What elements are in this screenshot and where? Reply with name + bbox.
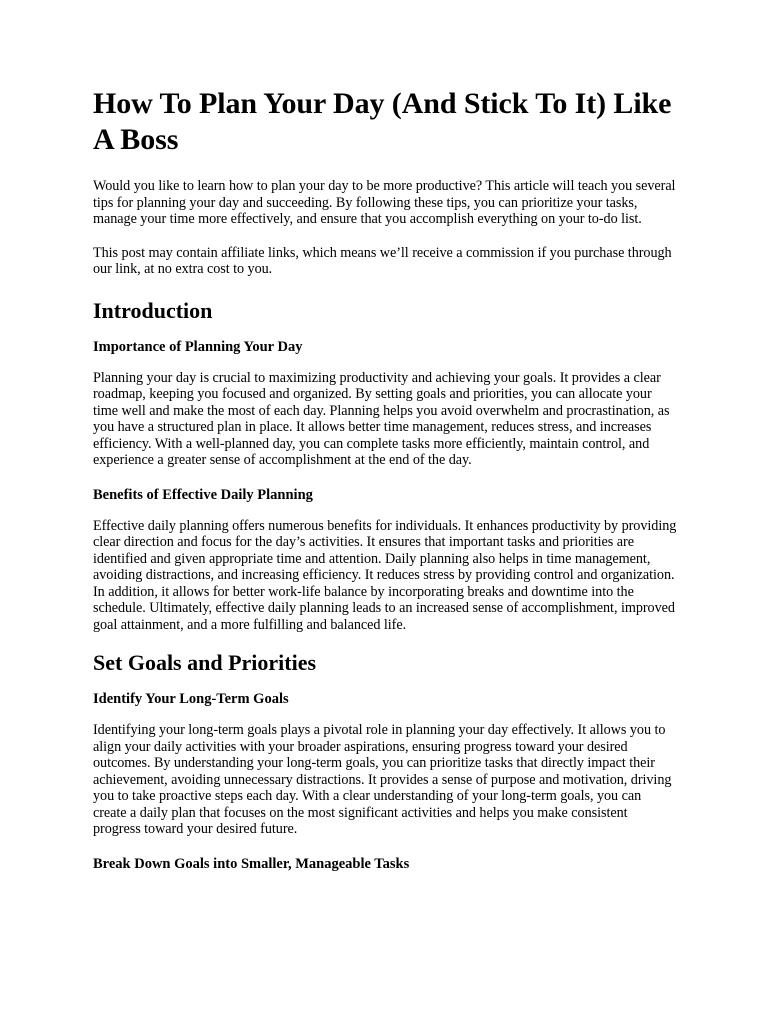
article-title: How To Plan Your Day (And Stick To It) Like A Boss <box>93 87 672 156</box>
subsection-heading: Break Down Goals into Smaller, Manageable Tasks <box>93 855 410 872</box>
section-introduction <box>93 298 678 634</box>
intro-paragraph: Would you like to learn how to plan your day to be more productive? This article will teach you several tips for planning your day and succeeding. By following these tips, you can prioritize your tasks, manage your time more effectively, and ensure that you accomplish everything on your to-do list. <box>93 178 676 227</box>
article <box>93 86 678 887</box>
subsection-body: Identifying your long-term goals plays a pivotal role in planning your day effectively. It allows you to align your daily activities with your broader aspirations, ensuring progress toward your desired outcomes. By understanding your long-term goals, you can prioritize tasks that directly impact their achievement, avoiding unnecessary distractions. It provides a sense of purpose and motivation, driving you to take proactive steps each day. With a clear understanding of your long-term goals, you can create a daily plan that focuses on the most significant activities and helps you make consistent progress toward your desired future. <box>93 722 672 837</box>
subsection-body: Planning your day is crucial to maximizing productivity and achieving your goals. It provides a clear roadmap, keeping you focused and organized. By setting goals and priorities, you can allocate your time well and make the most of each day. Planning helps you avoid overwhelm and procrastination, as you have a structured plan in place. It allows better time management, reduces stress, and increases efficiency. With a well-planned day, you can complete tasks more efficiently, maintain control, and experience a greater sense of accomplishment at the end of the day. <box>93 369 670 468</box>
section-set-goals <box>93 650 678 873</box>
affiliate-notice: This post may contain affiliate links, which means we’ll receive a commission if you purchase through our link, at no extra cost to you. <box>93 244 672 277</box>
subsection-heading: Benefits of Effective Daily Planning <box>93 486 313 503</box>
subsection-body: Effective daily planning offers numerous benefits for individuals. It enhances productivity by providing clear direction and focus for the day’s activities. It ensures that important tasks and priorities are identified and given appropriate time and attention. Daily planning also helps in time management, avoiding distractions, and increasing efficiency. It reduces stress by providing control and organization. In addition, it allows for better work-life balance by incorporating breaks and downtime into the schedule. Ultimately, effective daily planning leads to an increased sense of accomplishment, improved goal attainment, and a more fulfilling and balanced life. <box>93 517 677 633</box>
subsection-heading: Identify Your Long-Term Goals <box>93 691 289 707</box>
section-heading: Introduction <box>93 297 213 323</box>
subsection-heading: Importance of Planning Your Day <box>93 338 303 355</box>
section-heading: Set Goals and Priorities <box>93 650 317 675</box>
